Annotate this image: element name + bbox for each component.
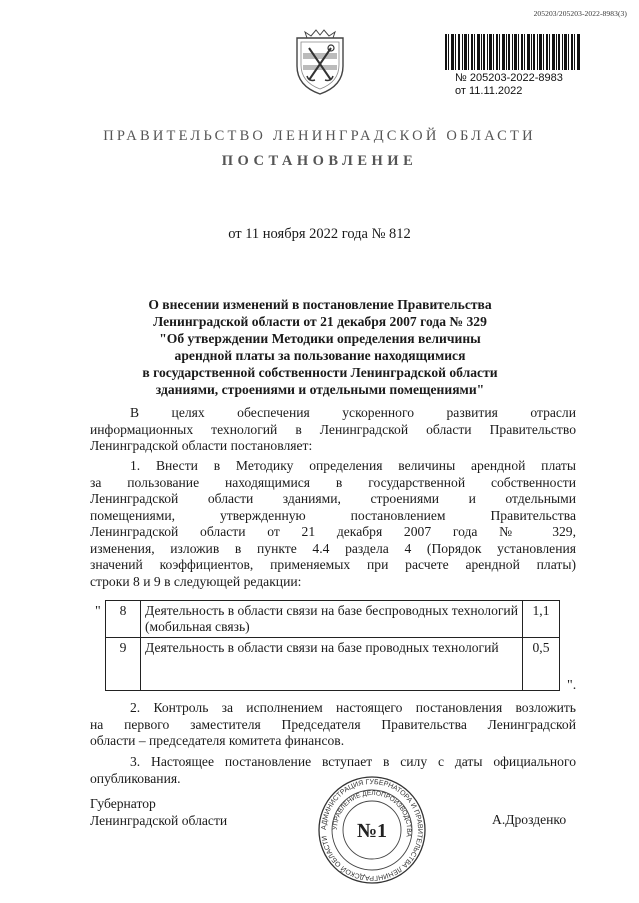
- row-coefficient: 0,5: [523, 638, 560, 691]
- item-2-paragraph: [90, 700, 576, 750]
- item-1-paragraph: [90, 458, 576, 590]
- text-line: В целях обеспечения ускоренного развития отрасли: [130, 405, 576, 420]
- barcode: [445, 34, 580, 70]
- seal-center: №1: [356, 820, 388, 842]
- title-line: "Об утверждении Методики определения величины: [159, 331, 481, 346]
- text-line: Ленинградской области зданиями, строениями и отдельными: [90, 491, 576, 506]
- government-name: ПРАВИТЕЛЬСТВО ЛЕНИНГРАДСКОЙ ОБЛАСТИ: [103, 128, 536, 144]
- text-line: за пользование находящимися в государственной собственности: [90, 474, 576, 490]
- document-date-number: от 11 ноября 2022 года № 812: [228, 226, 411, 242]
- row-activity: Деятельность в области связи на базе проводных технологий: [141, 638, 523, 691]
- text-line: Ленинградской области постановляет:: [90, 438, 313, 453]
- official-seal: [317, 775, 427, 885]
- signatory-position: [90, 795, 227, 829]
- seal-outer-text: АДМИНИСТРАЦИЯ ГУБЕРНАТОРА И ПРАВИТЕЛЬСТВА ЛЕНИНГРАДСКОЙ ОБЛАСТИ: [320, 778, 424, 882]
- signatory-name: А.Дрозденко: [492, 812, 567, 827]
- text-line: значений коэффициентов, применяемых при расчете арендной платы): [90, 557, 576, 572]
- title-line: О внесении изменений в постановление Правительства: [148, 297, 492, 312]
- table-quote-open: ": [95, 604, 101, 619]
- preamble-paragraph: [90, 405, 576, 455]
- table-row: [106, 638, 560, 691]
- text-line: 1. Внести в Методику определения величины арендной платы: [130, 458, 576, 473]
- text-line: 3. Настоящее постановление вступает в силу с даты официального: [130, 754, 576, 769]
- document-type: ПОСТАНОВЛЕНИЕ: [221, 153, 418, 169]
- registration-number: № 205203-2022-8983: [455, 72, 563, 84]
- table-quote-close: ".: [567, 678, 577, 693]
- row-number: 9: [106, 638, 141, 691]
- text-line: изменения, изложив в пункте 4.4 раздела 4 (Порядок установления: [90, 540, 576, 556]
- row-coefficient: 1,1: [523, 601, 560, 638]
- registration-date: от 11.11.2022: [455, 85, 523, 97]
- text-line: области – председателя комитета финансов.: [90, 733, 345, 748]
- title-line: арендной платы за пользование находящимися: [174, 348, 466, 363]
- position-line: Ленинградской области: [90, 813, 228, 828]
- text-line: 2. Контроль за исполнением настоящего постановления возложить: [130, 700, 576, 715]
- title-line: зданиями, строениями и отдельными помещениями": [155, 382, 485, 397]
- row-activity: Деятельность в области связи на базе беспроводных технологий (мобильная связь): [141, 601, 523, 638]
- title-line: Ленинградской области от 21 декабря 2007 года № 329: [153, 314, 487, 329]
- document-title: [80, 296, 560, 398]
- text-line: опубликования.: [90, 770, 181, 786]
- coat-of-arms-icon: [283, 28, 357, 96]
- text-line: информационных технологий в Ленинградской области Правительство: [90, 421, 576, 437]
- text-line: строки 8 и 9 в следующей редакции:: [90, 573, 302, 589]
- text-line: Ленинградской области от 21 декабря 2007 года № 329,: [90, 524, 576, 539]
- title-line: в государственной собственности Ленинградской области: [142, 365, 498, 380]
- position-line: Губернатор: [90, 796, 156, 811]
- text-line: помещениями, утвержденную постановлением Правительства: [90, 507, 576, 523]
- row-number: 8: [106, 601, 141, 638]
- registration-block: [455, 72, 563, 98]
- tracking-number: 205203/205203-2022-8983(3): [533, 9, 627, 18]
- text-line: на первого заместителя Председателя Правительства Ленинградской: [90, 716, 576, 732]
- amendment-table: [105, 600, 560, 691]
- seal-inner-text: УПРАВЛЕНИЕ ДЕЛОПРОИЗВОДСТВА: [331, 789, 413, 838]
- table-row: [106, 601, 560, 638]
